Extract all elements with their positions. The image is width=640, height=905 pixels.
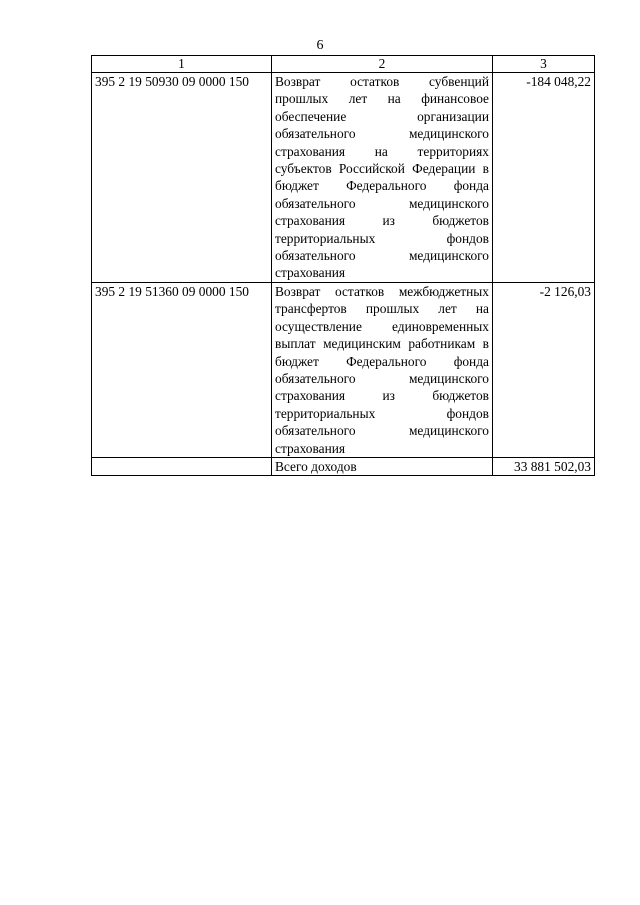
total-label: Всего доходов [272, 457, 493, 475]
total-row [92, 457, 595, 475]
page-number: 6 [316, 38, 324, 53]
budget-code-cell: 395 2 19 51360 09 0000 150 [92, 282, 272, 457]
budget-code-cell: 395 2 19 50930 09 0000 150 [92, 73, 272, 283]
column-header-2: 2 [272, 56, 493, 73]
table-row [92, 282, 595, 457]
income-name-cell: Возврат остатков субвенций прошлых лет на финансовое обеспечение организации обязательного медицинского страхования на территориях субъектов Российской Федерации в бюджет Федерального фонда обязательного медицинского страхования из бюджетов территориальных фондов обязательного медицинского страхования [272, 73, 493, 283]
amount-cell: -184 048,22 [493, 73, 595, 283]
amount-cell: -2 126,03 [493, 282, 595, 457]
column-header-1: 1 [92, 56, 272, 73]
total-amount: 33 881 502,03 [493, 457, 595, 475]
table-row [92, 73, 595, 283]
column-header-3: 3 [493, 56, 595, 73]
table-header-row [92, 56, 595, 73]
income-name-cell: Возврат остатков межбюджетных трансфертов прошлых лет на осуществление единовременных выплат медицинским работникам в бюджет Федерального фонда обязательного медицинского страхования из бюджетов территориальных фондов обязательного медицинского страхования [272, 282, 493, 457]
total-code-cell [92, 457, 272, 475]
revenue-table [91, 55, 595, 476]
